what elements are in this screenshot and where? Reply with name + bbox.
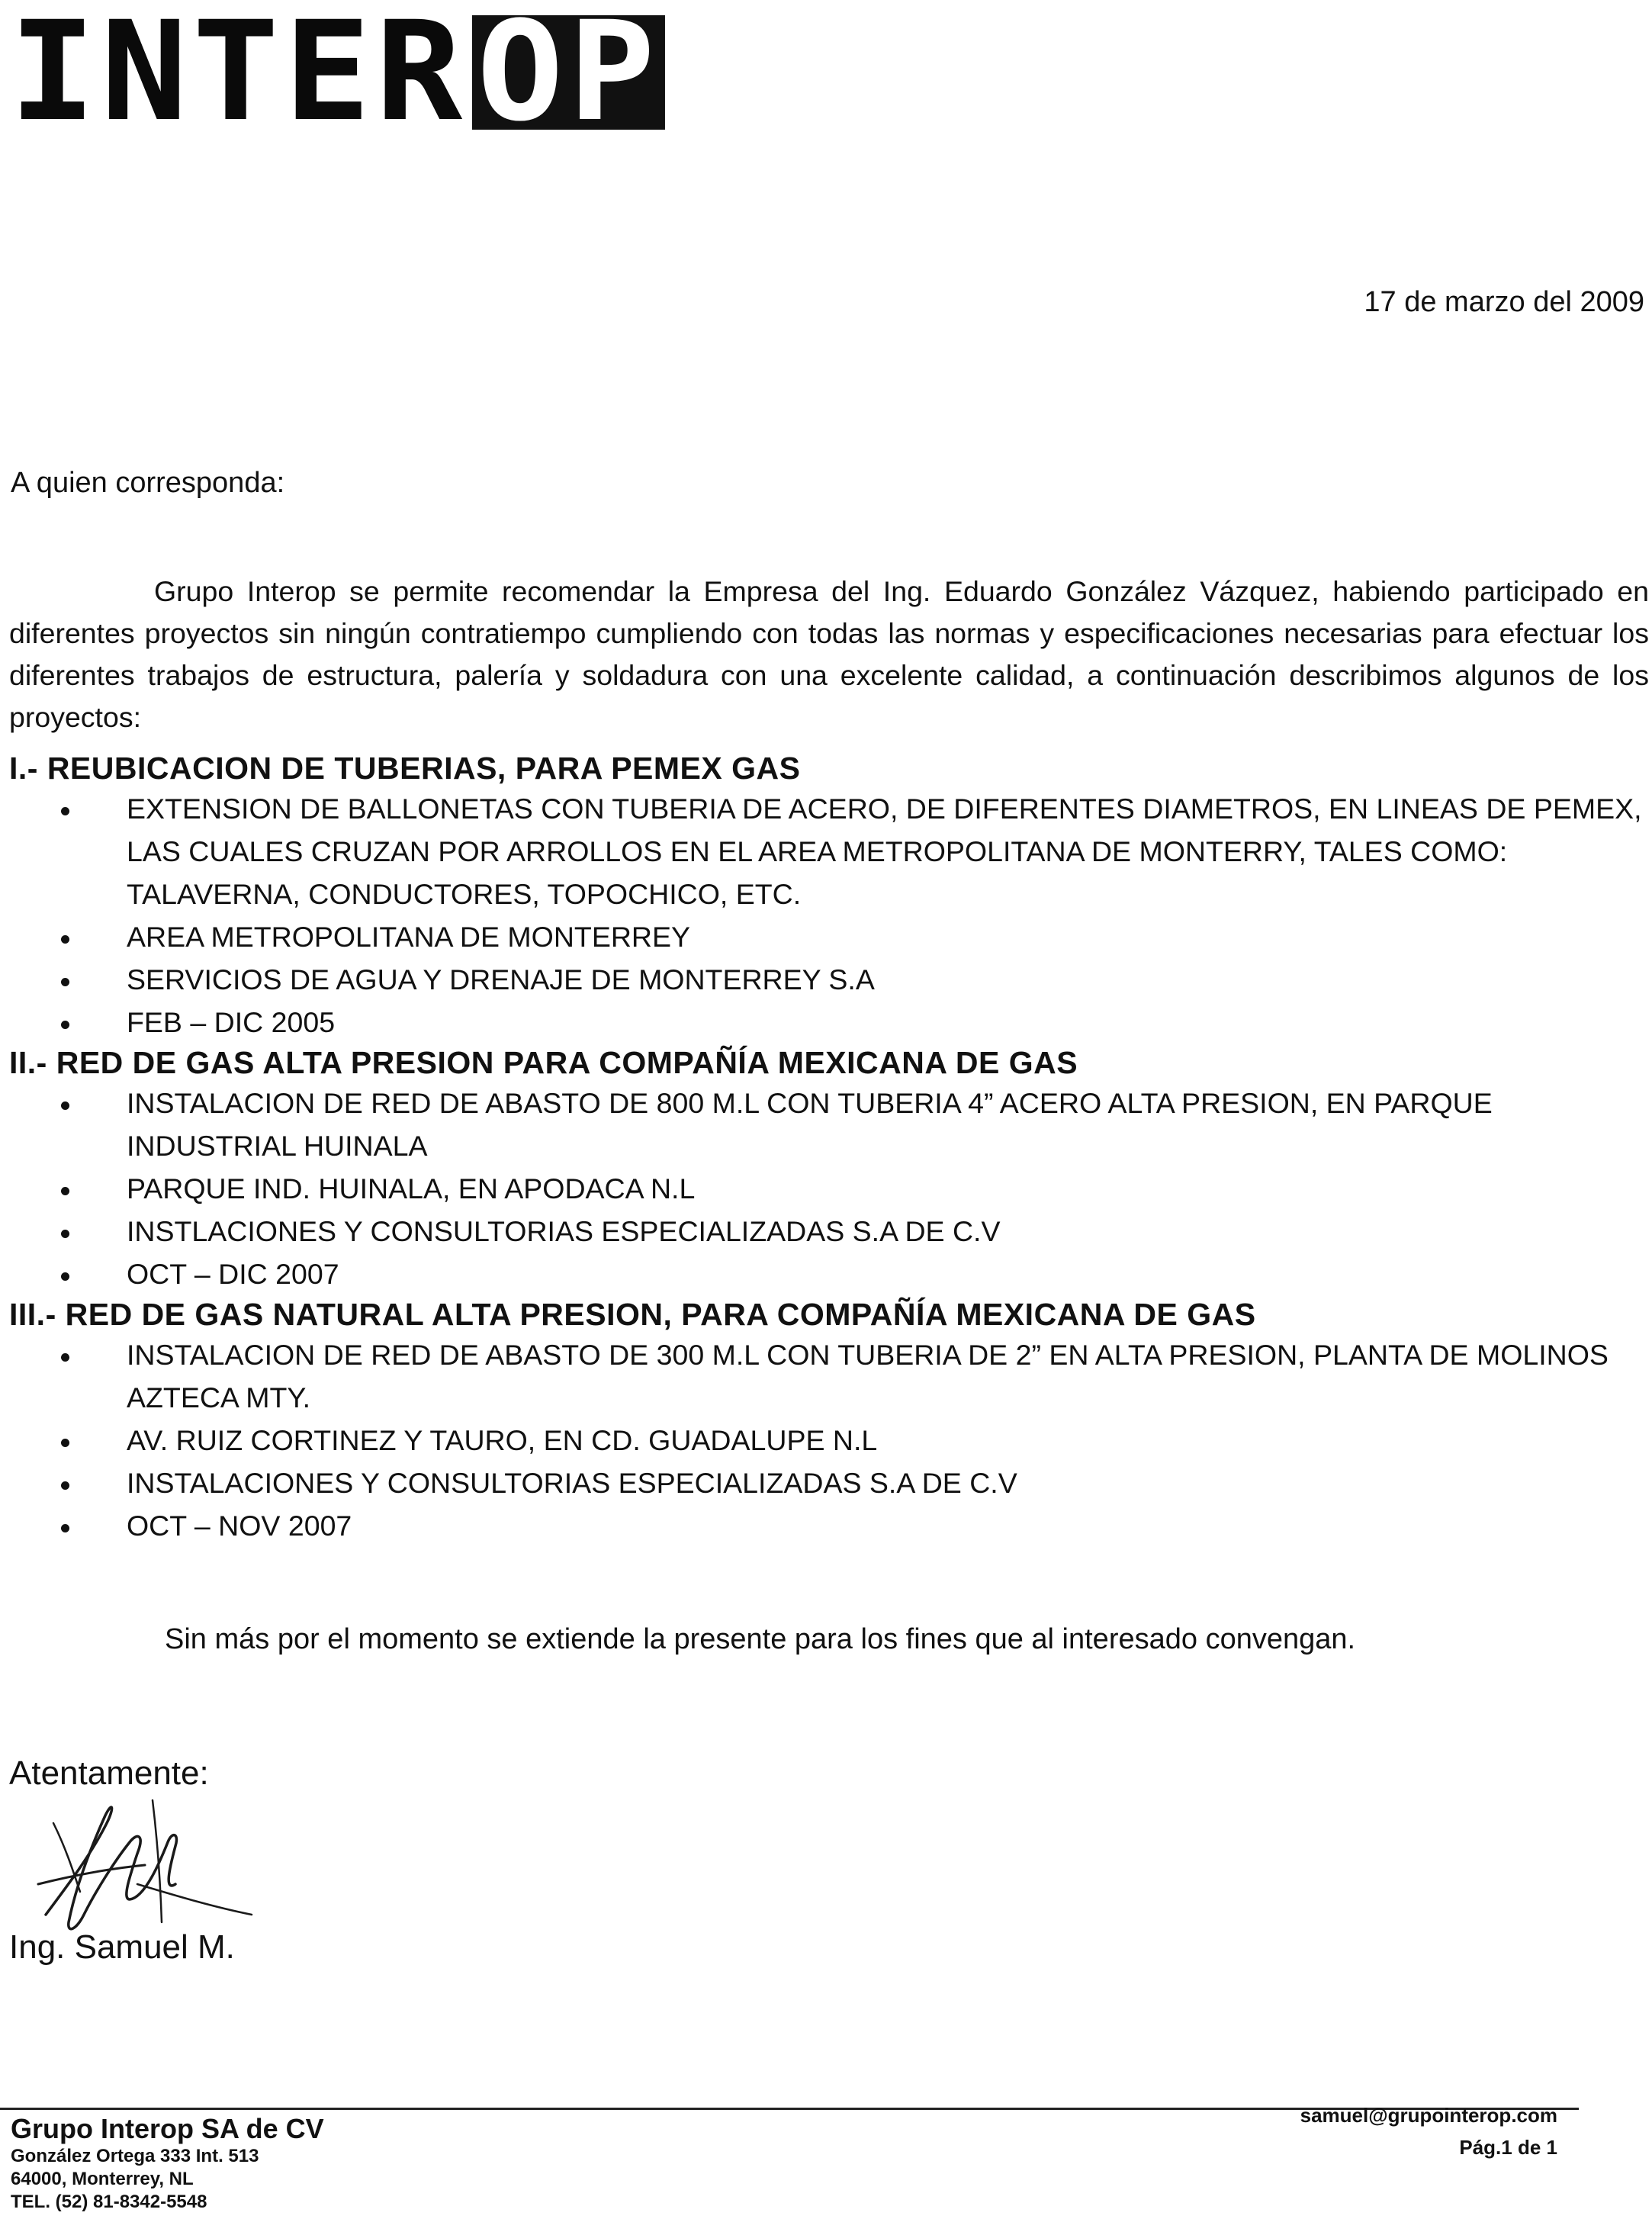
bullet-icon bbox=[61, 1353, 69, 1362]
section-2-list bbox=[61, 1082, 1647, 1295]
bullet-icon bbox=[61, 1481, 69, 1490]
list-item: SERVICIOS DE AGUA Y DRENAJE DE MONTERREY S.A bbox=[61, 958, 1647, 1001]
list-item: OCT – DIC 2007 bbox=[61, 1253, 1647, 1295]
page-number: Pág.1 de 1 bbox=[1459, 2136, 1557, 2159]
bullet-icon bbox=[61, 935, 69, 944]
footer-address-line2: 64000, Monterrey, NL bbox=[11, 2169, 194, 2189]
intro-paragraph: Grupo Interop se permite recomendar la Empresa del Ing. Eduardo González Vázquez, habiendo participado en diferentes proyectos sin ningún contratiempo cumpliendo con todas las normas y especificaciones necesarias para efectuar los diferentes trabajos de estructura, palería y soldadura con una excelente calidad, a continuación describimos algunos de los proyectos: bbox=[9, 575, 1649, 733]
section-title-3: III.- RED DE GAS NATURAL ALTA PRESION, PARA COMPAÑÍA MEXICANA DE GAS bbox=[9, 1297, 1256, 1332]
letter-date: 17 de marzo del 2009 bbox=[1364, 286, 1644, 318]
list-item: AV. RUIZ CORTINEZ Y TAURO, EN CD. GUADALUPE N.L bbox=[61, 1419, 1647, 1462]
bullet-icon bbox=[61, 1101, 69, 1110]
list-item: INSTALACION DE RED DE ABASTO DE 300 M.L CON TUBERIA DE 2” EN ALTA PRESION, PLANTA DE MOLINOS AZTECA MTY. bbox=[61, 1333, 1647, 1419]
section-title-1: I.- REUBICACION DE TUBERIAS, PARA PEMEX GAS bbox=[9, 751, 801, 786]
list-item: INSTALACIONES Y CONSULTORIAS ESPECIALIZADAS S.A DE C.V bbox=[61, 1462, 1647, 1504]
company-logo bbox=[9, 0, 660, 152]
logo-text: INTER bbox=[9, 0, 468, 152]
list-item: INSTLACIONES Y CONSULTORIAS ESPECIALIZADAS S.A DE C.V bbox=[61, 1210, 1647, 1253]
list-item: INSTALACION DE RED DE ABASTO DE 800 M.L CON TUBERIA 4” ACERO ALTA PRESION, EN PARQUE INDUSTRIAL HUINALA bbox=[61, 1082, 1647, 1167]
salutation: A quien corresponda: bbox=[11, 467, 285, 499]
bullet-icon bbox=[61, 1524, 69, 1532]
bullet-icon bbox=[61, 1439, 69, 1447]
list-item: OCT – NOV 2007 bbox=[61, 1504, 1647, 1547]
list-item: PARQUE IND. HUINALA, EN APODACA N.L bbox=[61, 1167, 1647, 1210]
bullet-icon bbox=[61, 1230, 69, 1238]
bullet-icon bbox=[61, 807, 69, 815]
bullet-icon bbox=[61, 978, 69, 986]
logo-boxed-text: OP bbox=[472, 15, 665, 130]
list-item: AREA METROPOLITANA DE MONTERREY bbox=[61, 915, 1647, 958]
footer-address-line1: González Ortega 333 Int. 513 bbox=[11, 2146, 259, 2166]
regards: Atentamente: bbox=[9, 1754, 209, 1792]
footer-company: Grupo Interop SA de CV bbox=[11, 2113, 324, 2144]
footer-phone: TEL. (52) 81-8342-5548 bbox=[11, 2192, 207, 2212]
closing-sentence: Sin más por el momento se extiende la presente para los fines que al interesado convengan. bbox=[165, 1623, 1356, 1655]
bullet-icon bbox=[61, 1272, 69, 1281]
bullet-icon bbox=[61, 1187, 69, 1195]
list-item: EXTENSION DE BALLONETAS CON TUBERIA DE ACERO, DE DIFERENTES DIAMETROS, EN LINEAS DE PEMEX, LAS CUALES CRUZAN POR ARROLLOS EN EL AREA METROPOLITANA DE MONTERRY, TALES COMO: TALAVERNA, CONDUCTORES, TOPOCHICO, ETC. bbox=[61, 787, 1647, 915]
list-item: FEB – DIC 2005 bbox=[61, 1001, 1647, 1044]
section-title-2: II.- RED DE GAS ALTA PRESION PARA COMPAÑÍA MEXICANA DE GAS bbox=[9, 1045, 1078, 1080]
section-3-list bbox=[61, 1333, 1647, 1547]
signer-name: Ing. Samuel M. bbox=[9, 1928, 235, 1966]
footer-email: samuel@grupointerop.com bbox=[1300, 2104, 1557, 2127]
section-1-list bbox=[61, 787, 1647, 1044]
bullet-icon bbox=[61, 1021, 69, 1029]
